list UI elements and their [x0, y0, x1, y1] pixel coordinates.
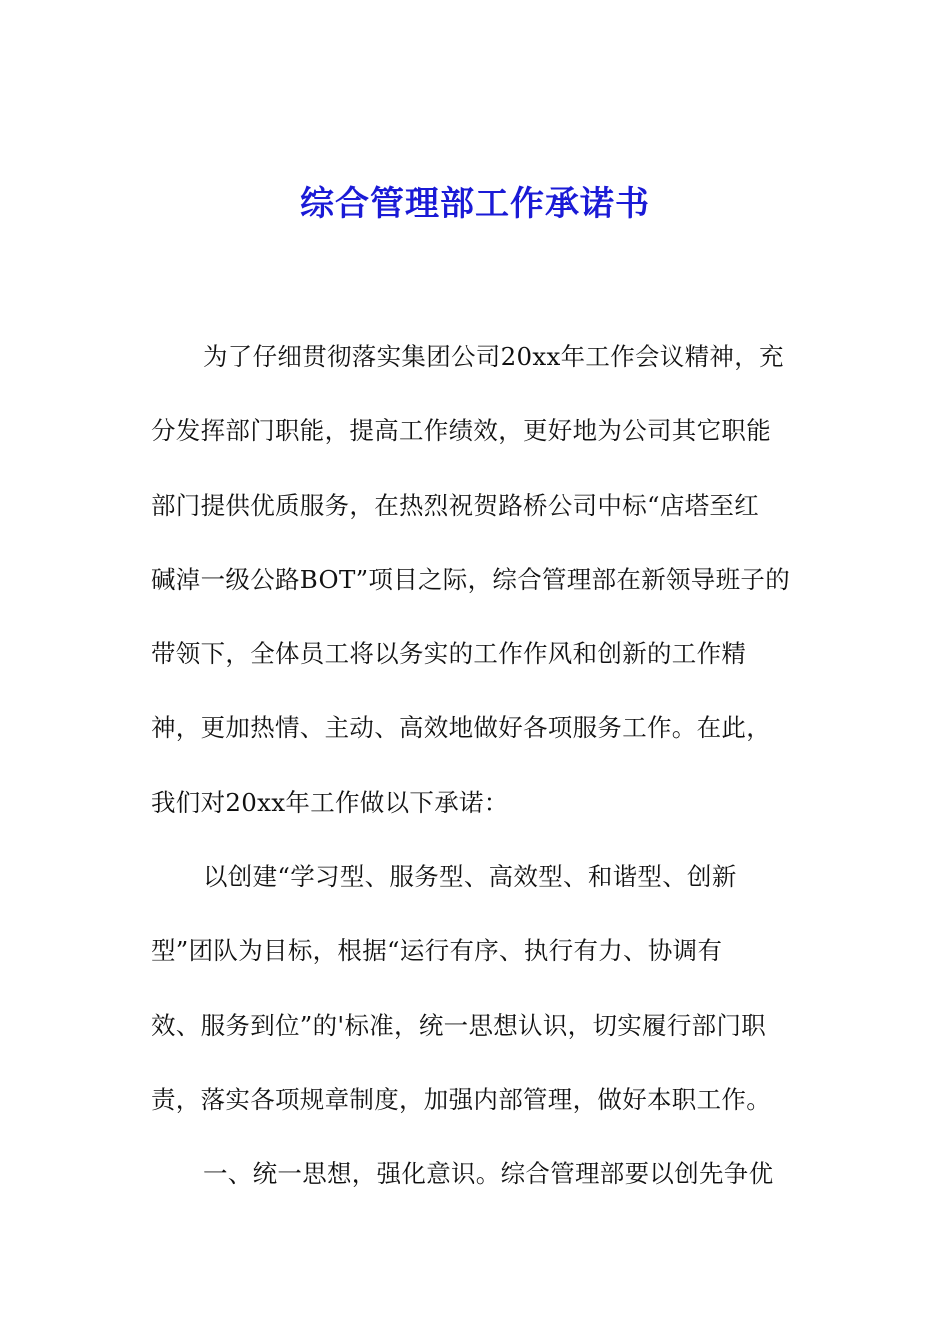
document-title: 综合管理部工作承诺书	[300, 184, 650, 224]
body-line: 带领下，全体员工将以务实的工作作风和创新的工作精	[151, 639, 747, 669]
body-line: 碱淖一级公路BOT”项目之际，综合管理部在新领导班子的	[151, 564, 791, 594]
body-line: 分发挥部门职能，提高工作绩效，更好地为公司其它职能	[151, 416, 771, 446]
body-line: 神，更加热情、主动、高效地做好各项服务工作。在此，	[151, 713, 771, 743]
body-line: 责，落实各项规章制度，加强内部管理，做好本职工作。	[151, 1084, 771, 1114]
body-line: 我们对20xx年工作做以下承诺：	[151, 787, 509, 817]
body-line: 一、统一思想，强化意识。综合管理部要以创先争优	[203, 1159, 774, 1189]
body-line: 部门提供优质服务，在热烈祝贺路桥公司中标“店塔至红	[151, 490, 760, 520]
body-line: 效、服务到位”的'标准，统一思想认识，切实履行部门职	[151, 1010, 767, 1040]
body-line: 型”团队为目标，根据“运行有序、执行有力、协调有	[151, 936, 723, 966]
document-body	[151, 330, 811, 1222]
body-line: 为了仔细贯彻落实集团公司20xx年工作会议精神，充	[203, 342, 784, 371]
body-line: 以创建“学习型、服务型、高效型、和谐型、创新	[203, 862, 737, 892]
